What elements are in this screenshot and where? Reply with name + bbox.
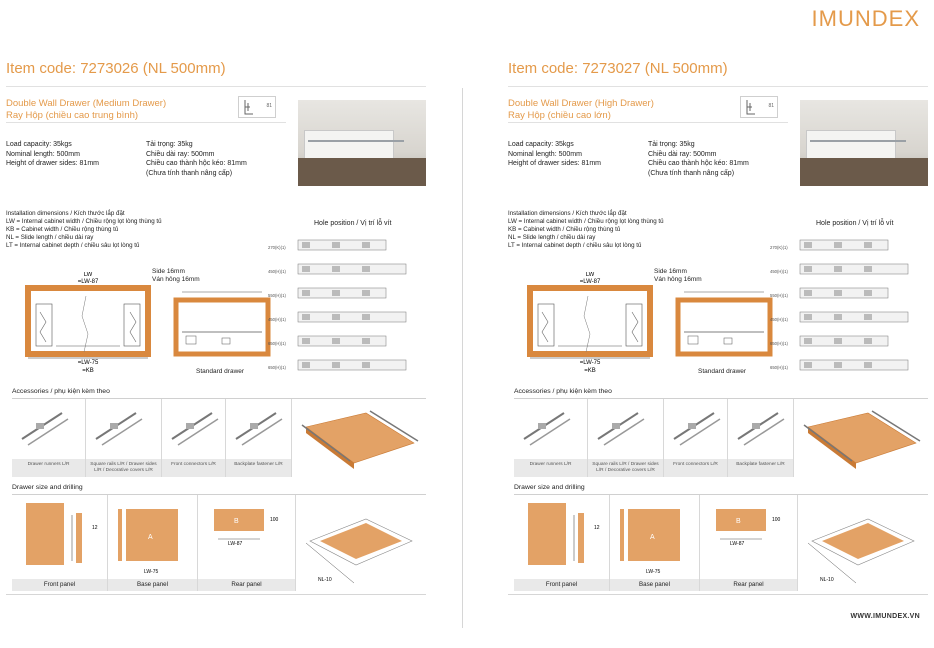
panel-caption: Base panel [108, 579, 197, 591]
screw-hole [362, 314, 370, 320]
drawer-size-title: Drawer size and drilling [12, 484, 83, 491]
screw-hole [362, 362, 370, 368]
product-title [508, 98, 654, 122]
screw-hole [864, 242, 872, 248]
screw-hole [332, 290, 340, 296]
hole-dimension-label: 650(H)(1) [268, 341, 286, 346]
text-line: Side 16mm [654, 268, 687, 275]
lw87-label: =LW-87 [77, 279, 99, 285]
screw-hole [864, 338, 872, 344]
product-title [6, 98, 166, 122]
dim-label: 12 [92, 525, 98, 531]
accessory-icon [518, 403, 578, 453]
accessory-icon [166, 403, 226, 453]
screw-hole [864, 362, 872, 368]
text-line: Height of drawer sides: 81mm [508, 160, 601, 167]
accessory-item [664, 399, 728, 477]
text-line: KB = Cabinet width / Chiều rộng thùng tủ [508, 226, 621, 233]
panel-letter: A [650, 534, 655, 541]
hole-dimension-label: 550(H)(1) [268, 293, 286, 298]
text-line: Nominal length: 500mm [6, 150, 80, 158]
accessory-icon [668, 403, 728, 453]
accessory-icon [230, 403, 290, 453]
screw-hole [864, 266, 872, 272]
screw-hole [362, 242, 370, 248]
screw-hole [332, 242, 340, 248]
screw-hole [864, 290, 872, 296]
divider-line [508, 122, 788, 123]
standard-drawer-label: Standard drawer [698, 368, 747, 375]
text-line: (Chưa tính thanh nâng cấp) [146, 169, 233, 177]
screw-hole [362, 338, 370, 344]
drawer-assembly-icon [798, 403, 924, 473]
screw-hole [834, 242, 842, 248]
hole-position-title: Hole position / Vị trí lỗ vít [314, 220, 392, 227]
accessory-icon [732, 403, 792, 453]
hole-rows [770, 240, 908, 370]
text-line: Height of drawer sides: 81mm [6, 160, 99, 167]
accessory-item [292, 399, 426, 477]
drawer-profile-icon [740, 96, 778, 118]
accessory-icon [90, 403, 150, 453]
accessory-caption: Front connectors L/R [664, 459, 727, 477]
screw-hole [864, 314, 872, 320]
dim-label: 100 [772, 517, 781, 523]
accessory-caption: Drawer runners L/R [514, 459, 587, 477]
screw-hole [362, 290, 370, 296]
accessories-grid [514, 398, 928, 476]
kb-label: =KB [584, 368, 596, 374]
divider-line [508, 86, 928, 87]
installation-dimensions [508, 210, 664, 250]
text-line: (Chưa tính thanh nâng cấp) [648, 169, 735, 177]
accessory-caption: Front connectors L/R [162, 459, 225, 477]
screw-hole [302, 290, 310, 296]
hole-dimension-label: 650(H)(1) [770, 341, 788, 346]
hole-dimension-label: 450(H)(1) [268, 317, 286, 322]
height-number: 81 [266, 103, 272, 109]
product-title-vi: Ray Hộp (chiều cao lớn) [508, 110, 611, 121]
divider-line [508, 594, 928, 595]
panel-caption: Front panel [12, 579, 107, 591]
drawer-size-title: Drawer size and drilling [514, 484, 585, 491]
accessory-item [12, 399, 86, 477]
product-title-vi: Ray Hộp (chiều cao trung bình) [6, 110, 139, 121]
slide-rail [800, 264, 908, 274]
dim-label: 100 [270, 517, 279, 523]
divider-line [6, 86, 426, 87]
screw-hole [804, 362, 812, 368]
slide-rail [298, 264, 406, 274]
hole-position-diagram [770, 226, 930, 396]
dim-label: LW-75 [144, 569, 159, 575]
accessory-item [588, 399, 664, 477]
hole-dimension-label: 450(H)(1) [770, 269, 788, 274]
specs-en [6, 140, 99, 169]
dim-label: LW-87 [228, 541, 243, 547]
hole-position-title: Hole position / Vị trí lỗ vít [816, 220, 894, 227]
accessory-item [162, 399, 226, 477]
accessories-title: Accessories / phụ kiện kèm theo [514, 388, 612, 395]
item-code: Item code: 7273027 (NL 500mm) [508, 60, 728, 77]
divider-line [6, 122, 286, 123]
drawer-size-grid [12, 494, 426, 590]
panel-caption: Base panel [610, 579, 699, 591]
text-line: Chiều dài ray: 500mm [146, 150, 215, 158]
slide-rail [298, 336, 386, 346]
hole-dimension-label: 650(H)(1) [770, 365, 788, 370]
slide-rail [800, 288, 888, 298]
screw-hole [804, 242, 812, 248]
hole-dimension-label: 450(H)(1) [770, 317, 788, 322]
hole-dimension-label: 550(H)(1) [770, 293, 788, 298]
standard-drawer-diagram [172, 286, 272, 366]
panel-letter: B [234, 518, 239, 525]
lw75-label: =LW-75 [579, 360, 601, 366]
specs-vi [648, 140, 749, 178]
standard-drawer-label: Standard drawer [196, 368, 245, 375]
product-title-en: Double Wall Drawer (High Drawer) [508, 98, 654, 109]
kb-label: =KB [82, 368, 94, 374]
text-line: Installation dimensions / Kích thước lắp đặt [6, 210, 125, 217]
accessory-item [514, 399, 588, 477]
accessories-title: Accessories / phụ kiện kèm theo [12, 388, 110, 395]
accessory-caption: Drawer runners L/R [12, 459, 85, 477]
screw-hole [302, 338, 310, 344]
cabinet-section-diagram [508, 272, 668, 382]
accessory-item [86, 399, 162, 477]
accessories-grid [12, 398, 426, 476]
panel-drawing [700, 495, 798, 591]
drawer-profile-icon [238, 96, 276, 118]
installation-dimensions [6, 210, 162, 250]
panel-caption: Rear panel [198, 579, 295, 591]
cabinet-section-diagram [6, 272, 166, 382]
screw-hole [834, 290, 842, 296]
accessory-caption: Square rails L/R / Drawer sides L/R / Decorative covers L/R [588, 459, 663, 477]
height-number: 81 [768, 103, 774, 109]
lw87-label: =LW-87 [579, 279, 601, 285]
lw75-label: =LW-75 [77, 360, 99, 366]
product-photo [800, 100, 928, 186]
slide-rail [298, 312, 406, 322]
screw-hole [834, 314, 842, 320]
screw-hole [804, 266, 812, 272]
text-line: Tải trọng: 35kg [648, 141, 695, 148]
hole-dimension-label: 270(K)(1) [770, 245, 788, 250]
text-line: Ván hông 16mm [654, 276, 702, 283]
panel-drawing [798, 495, 928, 591]
page-divider [462, 88, 463, 628]
hole-dimension-label: 650(H)(1) [268, 365, 286, 370]
standard-drawer-diagram [674, 286, 774, 366]
accessory-caption: Backplate fastener L/R [728, 459, 793, 477]
hole-rows [268, 240, 406, 370]
slide-rail [298, 360, 406, 370]
specs-en [508, 140, 601, 169]
text-line: LW = Internal cabinet width / Chiều rộng lọt lòng thùng tủ [6, 218, 162, 225]
dim-label: 12 [594, 525, 600, 531]
screw-hole [804, 314, 812, 320]
drawer-rail [810, 140, 906, 142]
panel-drawing [296, 495, 426, 591]
lw-label: LW [83, 272, 93, 278]
text-line: Chiều cao thành hộc kéo: 81mm [146, 160, 247, 167]
accessory-icon [592, 403, 652, 453]
screw-hole [302, 362, 310, 368]
hole-position-diagram [268, 226, 428, 396]
text-line: KB = Cabinet width / Chiều rộng thùng tủ [6, 226, 119, 233]
screw-hole [332, 362, 340, 368]
slide-rail [800, 312, 908, 322]
panel-drawing [610, 495, 700, 591]
text-line: Chiều cao thành hộc kéo: 81mm [648, 160, 749, 167]
panel-drawing [198, 495, 296, 591]
hole-dimension-label: 450(H)(1) [268, 269, 286, 274]
slide-rail [800, 336, 888, 346]
dim-label: NL-10 [318, 577, 332, 583]
text-line: Ván hông 16mm [152, 276, 200, 283]
cabinet-front [298, 158, 426, 186]
catalog-page-left [6, 60, 426, 600]
panel-caption: Front panel [514, 579, 609, 591]
text-line: Load capacity: 35kgs [508, 141, 574, 148]
product-title-en: Double Wall Drawer (Medium Drawer) [6, 98, 167, 109]
accessory-item [794, 399, 928, 477]
screw-hole [804, 290, 812, 296]
text-line: Side 16mm [152, 268, 185, 275]
brand-logo: IMUNDEX [811, 6, 920, 31]
text-line: NL = Slide length / chiều dài ray [508, 234, 596, 241]
screw-hole [302, 266, 310, 272]
accessory-item [226, 399, 292, 477]
screw-hole [362, 266, 370, 272]
text-line: Nominal length: 500mm [508, 150, 582, 158]
accessory-item [728, 399, 794, 477]
text-line: Load capacity: 35kgs [6, 141, 72, 148]
accessory-icon [16, 403, 76, 453]
screw-hole [332, 338, 340, 344]
catalog-page-right [508, 60, 928, 600]
panel-letter: A [148, 534, 153, 541]
product-photo [298, 100, 426, 186]
panel-drawing [108, 495, 198, 591]
hole-dimension-label: 270(K)(1) [268, 245, 286, 250]
slide-rail [800, 240, 888, 250]
text-line: LW = Internal cabinet width / Chiều rộng lọt lòng thùng tủ [508, 218, 664, 225]
website-footer: WWW.IMUNDEX.VN [850, 613, 920, 620]
text-line: LT = Internal cabinet depth / chiều sâu lọt lòng tủ [6, 242, 140, 249]
screw-hole [332, 314, 340, 320]
drawer-rail [308, 140, 404, 142]
text-line: LT = Internal cabinet depth / chiều sâu lọt lòng tủ [508, 242, 642, 249]
screw-hole [302, 242, 310, 248]
item-code: Item code: 7273026 (NL 500mm) [6, 60, 226, 77]
specs-vi [146, 140, 247, 178]
slide-rail [298, 288, 386, 298]
dim-label: LW-75 [646, 569, 661, 575]
screw-hole [332, 266, 340, 272]
accessory-caption: Backplate fastener L/R [226, 459, 291, 477]
lw-label: LW [585, 272, 595, 278]
text-line: Tải trọng: 35kg [146, 141, 193, 148]
screw-hole [834, 266, 842, 272]
cabinet-front [800, 158, 928, 186]
drawer-size-grid [514, 494, 928, 590]
screw-hole [302, 314, 310, 320]
screw-hole [834, 362, 842, 368]
text-line: Installation dimensions / Kích thước lắp đặt [508, 210, 627, 217]
dim-label: NL-10 [820, 577, 834, 583]
panel-letter: B [736, 518, 741, 525]
drawer-assembly-icon [296, 403, 422, 473]
panel-caption: Rear panel [700, 579, 797, 591]
slide-rail [298, 240, 386, 250]
panel-drawing [514, 495, 610, 591]
accessory-caption: Square rails L/R / Drawer sides L/R / Decorative covers L/R [86, 459, 161, 477]
screw-hole [804, 338, 812, 344]
text-line: Chiều dài ray: 500mm [648, 150, 717, 158]
screw-hole [834, 338, 842, 344]
divider-line [6, 594, 426, 595]
slide-rail [800, 360, 908, 370]
panel-drawing [12, 495, 108, 591]
dim-label: LW-87 [730, 541, 745, 547]
text-line: NL = Slide length / chiều dài ray [6, 234, 94, 241]
